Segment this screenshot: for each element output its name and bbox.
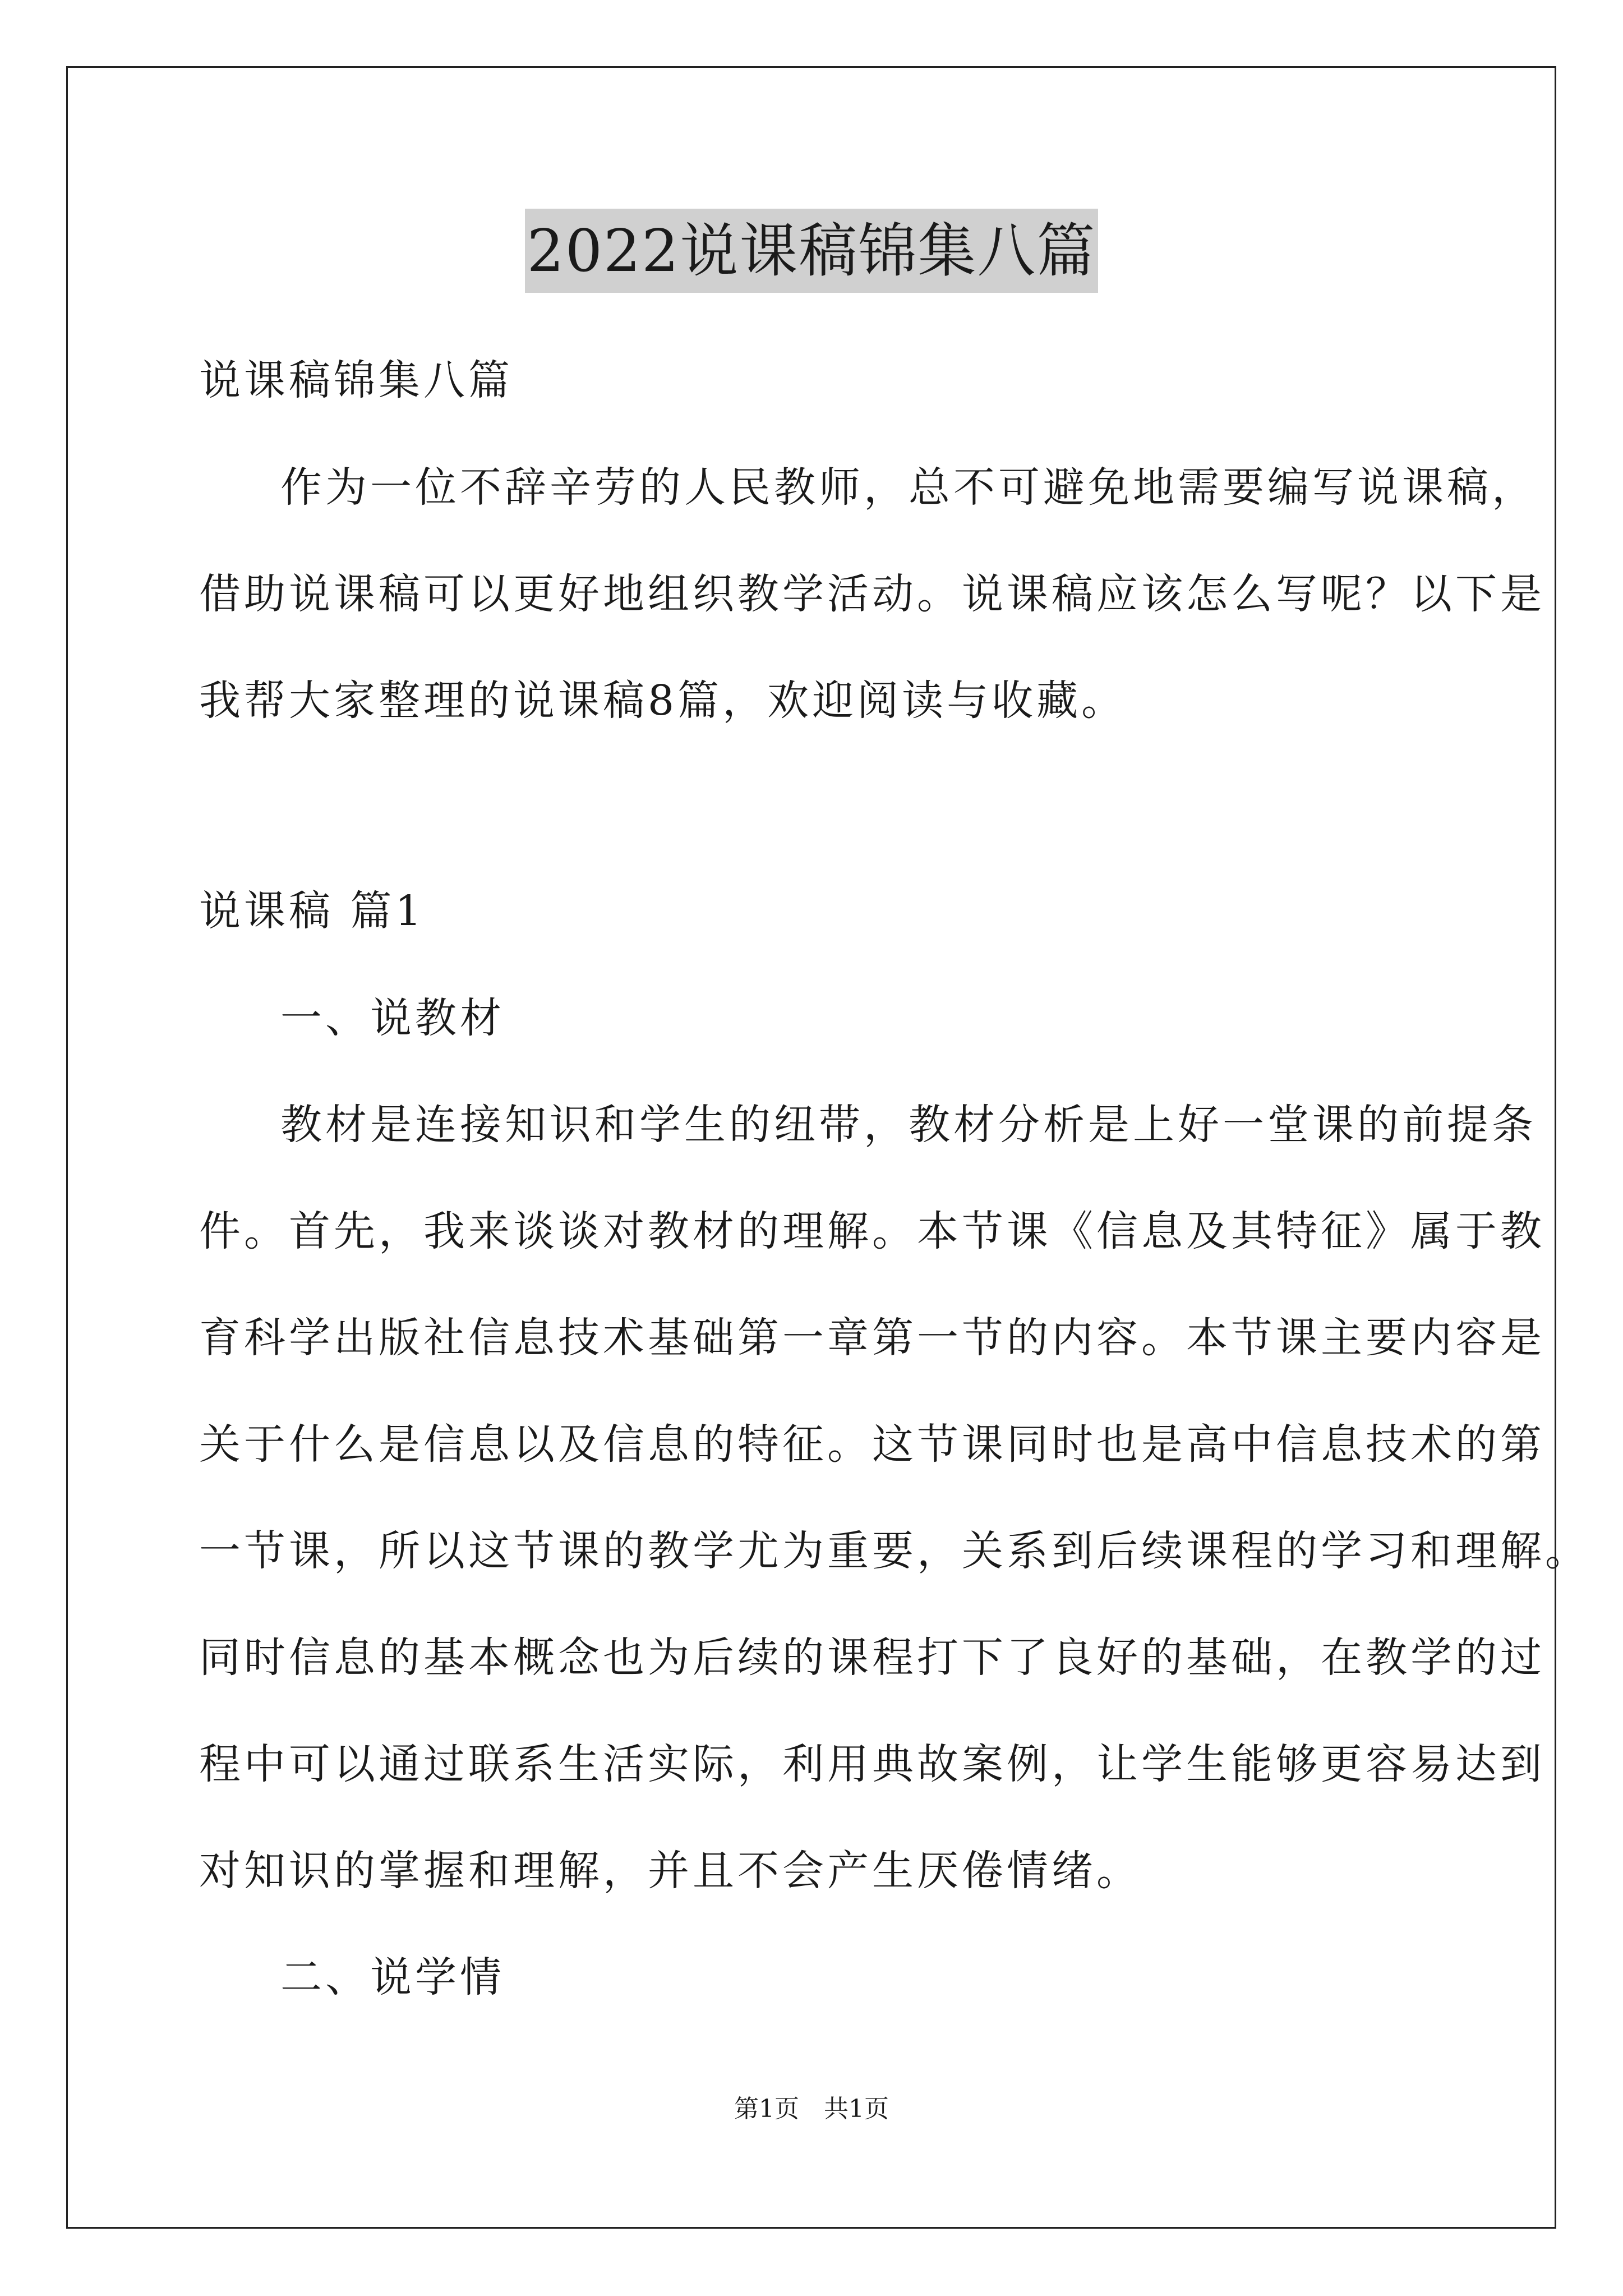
document-subtitle: 说课稿锦集八篇 xyxy=(199,356,513,404)
part1-line-6: 同时信息的基本概念也为后续的课程打下了良好的基础，在教学的过 xyxy=(199,1634,1545,1682)
part1-line-1: 教材是连接知识和学生的纽带，教材分析是上好一堂课的前提条 xyxy=(280,1101,1537,1149)
title-container xyxy=(0,209,1623,293)
document-title: 2022说课稿锦集八篇 xyxy=(525,209,1099,293)
part1-line-3: 育科学出版社信息技术基础第一章第一节的内容。本节课主要内容是 xyxy=(199,1314,1545,1362)
part1-heading: 一、说教材 xyxy=(280,994,505,1042)
intro-line-2: 借助说课稿可以更好地组织教学活动。说课稿应该怎么写呢？以下是 xyxy=(199,570,1545,618)
section-heading: 说课稿 篇1 xyxy=(199,887,425,935)
part1-line-8: 对知识的掌握和理解，并且不会产生厌倦情绪。 xyxy=(199,1847,1141,1895)
page-footer: 第1页 共1页 xyxy=(734,2095,889,2123)
part2-heading: 二、说学情 xyxy=(280,1953,505,2001)
intro-line-3: 我帮大家整理的说课稿8篇，欢迎阅读与收藏。 xyxy=(199,677,1127,725)
part1-line-4: 关于什么是信息以及信息的特征。这节课同时也是高中信息技术的第 xyxy=(199,1420,1545,1469)
part1-line-2: 件。首先，我来谈谈对教材的理解。本节课《信息及其特征》属于教 xyxy=(199,1207,1545,1255)
part1-line-5: 一节课，所以这节课的教学尤为重要，关系到后续课程的学习和理解。 xyxy=(199,1527,1590,1575)
intro-line-1: 作为一位不辞辛劳的人民教师，总不可避免地需要编写说课稿， xyxy=(280,463,1537,512)
part1-line-7: 程中可以通过联系生活实际，利用典故案例，让学生能够更容易达到 xyxy=(199,1740,1545,1788)
